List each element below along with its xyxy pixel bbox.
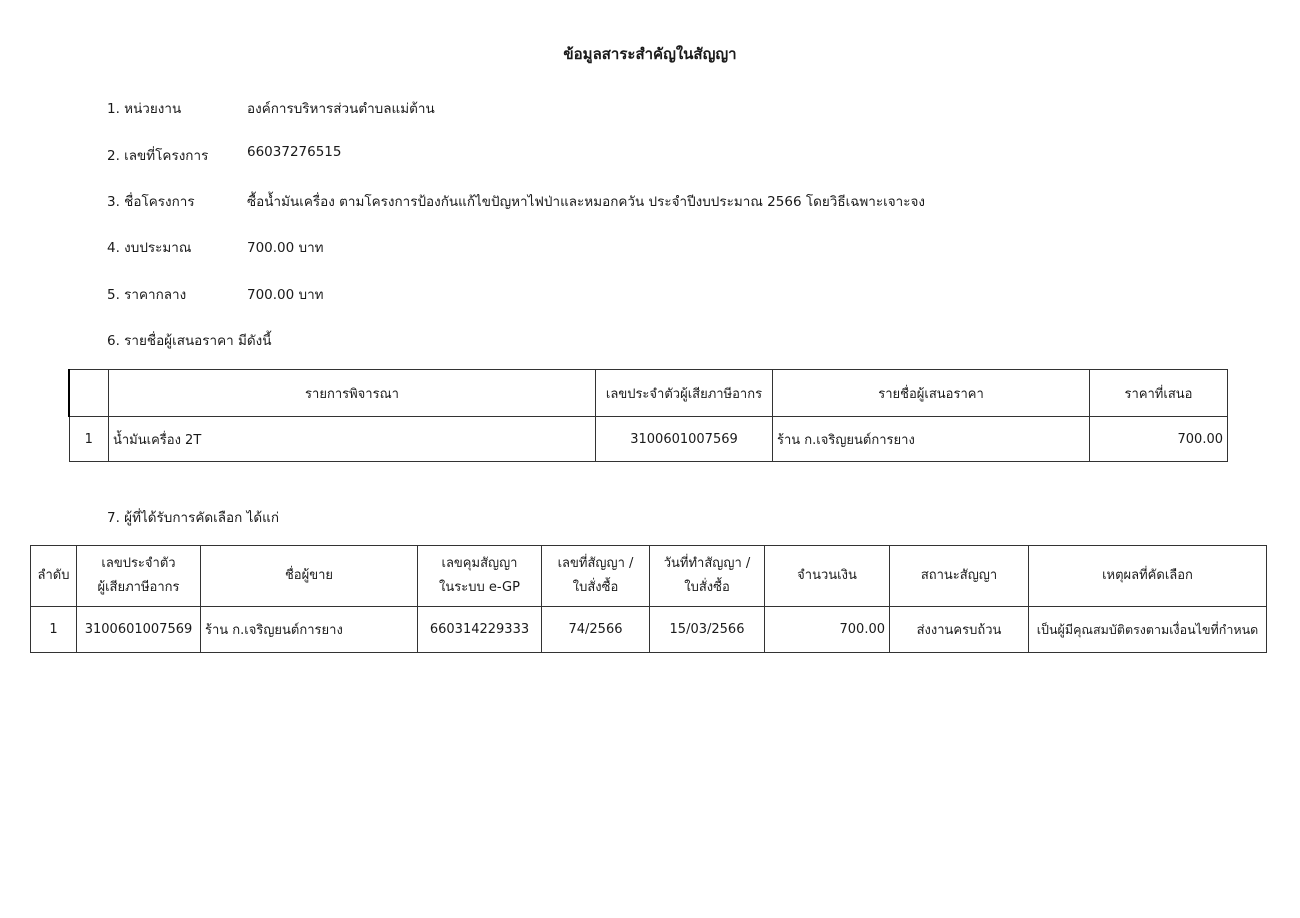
table-header-row (31, 546, 1267, 607)
header-cell-item: รายการพิจารณา (109, 370, 596, 417)
cell-bidder: ร้าน ก.เจริญยนต์การยาง (773, 417, 1090, 462)
header-line: เลขที่สัญญา / (557, 556, 634, 571)
cell-no: 1 (69, 417, 109, 462)
header-cell-status: สถานะสัญญา (890, 546, 1029, 607)
info-value: 700.00 บาท (247, 240, 324, 256)
header-cell-reason: เหตุผลที่คัดเลือก (1029, 546, 1267, 607)
header-cell-contract-no (542, 546, 650, 607)
info-label: 1. หน่วยงาน (107, 101, 182, 117)
info-value: 66037276515 (247, 144, 342, 160)
table-row (31, 607, 1267, 653)
info-value: ซื้อน้ำมันเครื่อง ตามโครงการป้องกันแก้ไขปัญหาไฟป่าและหมอกควัน ประจำปีงบประมาณ 2566 โดยวิธีเฉพาะเจาะจง (247, 194, 925, 210)
cell-price: 700.00 (1090, 417, 1228, 462)
cell-control-no: 660314229333 (418, 607, 542, 653)
cell-reason: เป็นผู้มีคุณสมบัติตรงตามเงื่อนไขที่กำหนด (1029, 607, 1267, 653)
header-cell-tax-id: เลขประจำตัวผู้เสียภาษีอากร (596, 370, 773, 417)
header-line: เลขประจำตัว (101, 556, 176, 571)
header-cell-no (69, 370, 109, 417)
header-line: เลขคุมสัญญา (441, 556, 518, 571)
selected-vendor-table (30, 545, 1267, 653)
header-cell-price: ราคาที่เสนอ (1090, 370, 1228, 417)
header-cell-control-no (418, 546, 542, 607)
cell-status: ส่งงานครบถ้วน (890, 607, 1029, 653)
info-label: 5. ราคากลาง (107, 287, 187, 303)
cell-date: 15/03/2566 (650, 607, 765, 653)
section-6-label: 6. รายชื่อผู้เสนอราคา มีดังนี้ (107, 333, 272, 349)
cell-tax-id: 3100601007569 (77, 607, 201, 653)
section-7-label: 7. ผู้ที่ได้รับการคัดเลือก ได้แก่ (107, 510, 280, 526)
header-cell-amount: จำนวนเงิน (765, 546, 890, 607)
header-cell-date (650, 546, 765, 607)
info-value: องค์การบริหารส่วนตำบลแม่ต้าน (247, 101, 435, 117)
info-label: 4. งบประมาณ (107, 240, 192, 256)
cell-no: 1 (31, 607, 77, 653)
cell-seller: ร้าน ก.เจริญยนต์การยาง (201, 607, 418, 653)
header-line: ใบสั่งซื้อ (684, 580, 730, 595)
info-label: 3. ชื่อโครงการ (107, 194, 195, 210)
info-label: 2. เลขที่โครงการ (107, 148, 209, 164)
table-header-row (69, 370, 1228, 417)
info-value: 700.00 บาท (247, 287, 324, 303)
header-line: ใบสั่งซื้อ (572, 580, 619, 595)
table-row (69, 417, 1228, 462)
cell-item: น้ำมันเครื่อง 2T (109, 417, 596, 462)
header-line: ผู้เสียภาษีอากร (97, 580, 180, 595)
header-line: วันที่ทำสัญญา / (663, 556, 751, 571)
bidders-table (68, 369, 1228, 462)
header-cell-no: ลำดับ (31, 546, 77, 607)
header-cell-tax-id (77, 546, 201, 607)
cell-contract-no: 74/2566 (542, 607, 650, 653)
header-cell-bidder: รายชื่อผู้เสนอราคา (773, 370, 1090, 417)
header-cell-seller: ชื่อผู้ขาย (201, 546, 418, 607)
cell-tax-id: 3100601007569 (596, 417, 773, 462)
page-title: ข้อมูลสาระสำคัญในสัญญา (563, 45, 737, 63)
header-line: ในระบบ e-GP (439, 580, 520, 595)
cell-amount: 700.00 (765, 607, 890, 653)
